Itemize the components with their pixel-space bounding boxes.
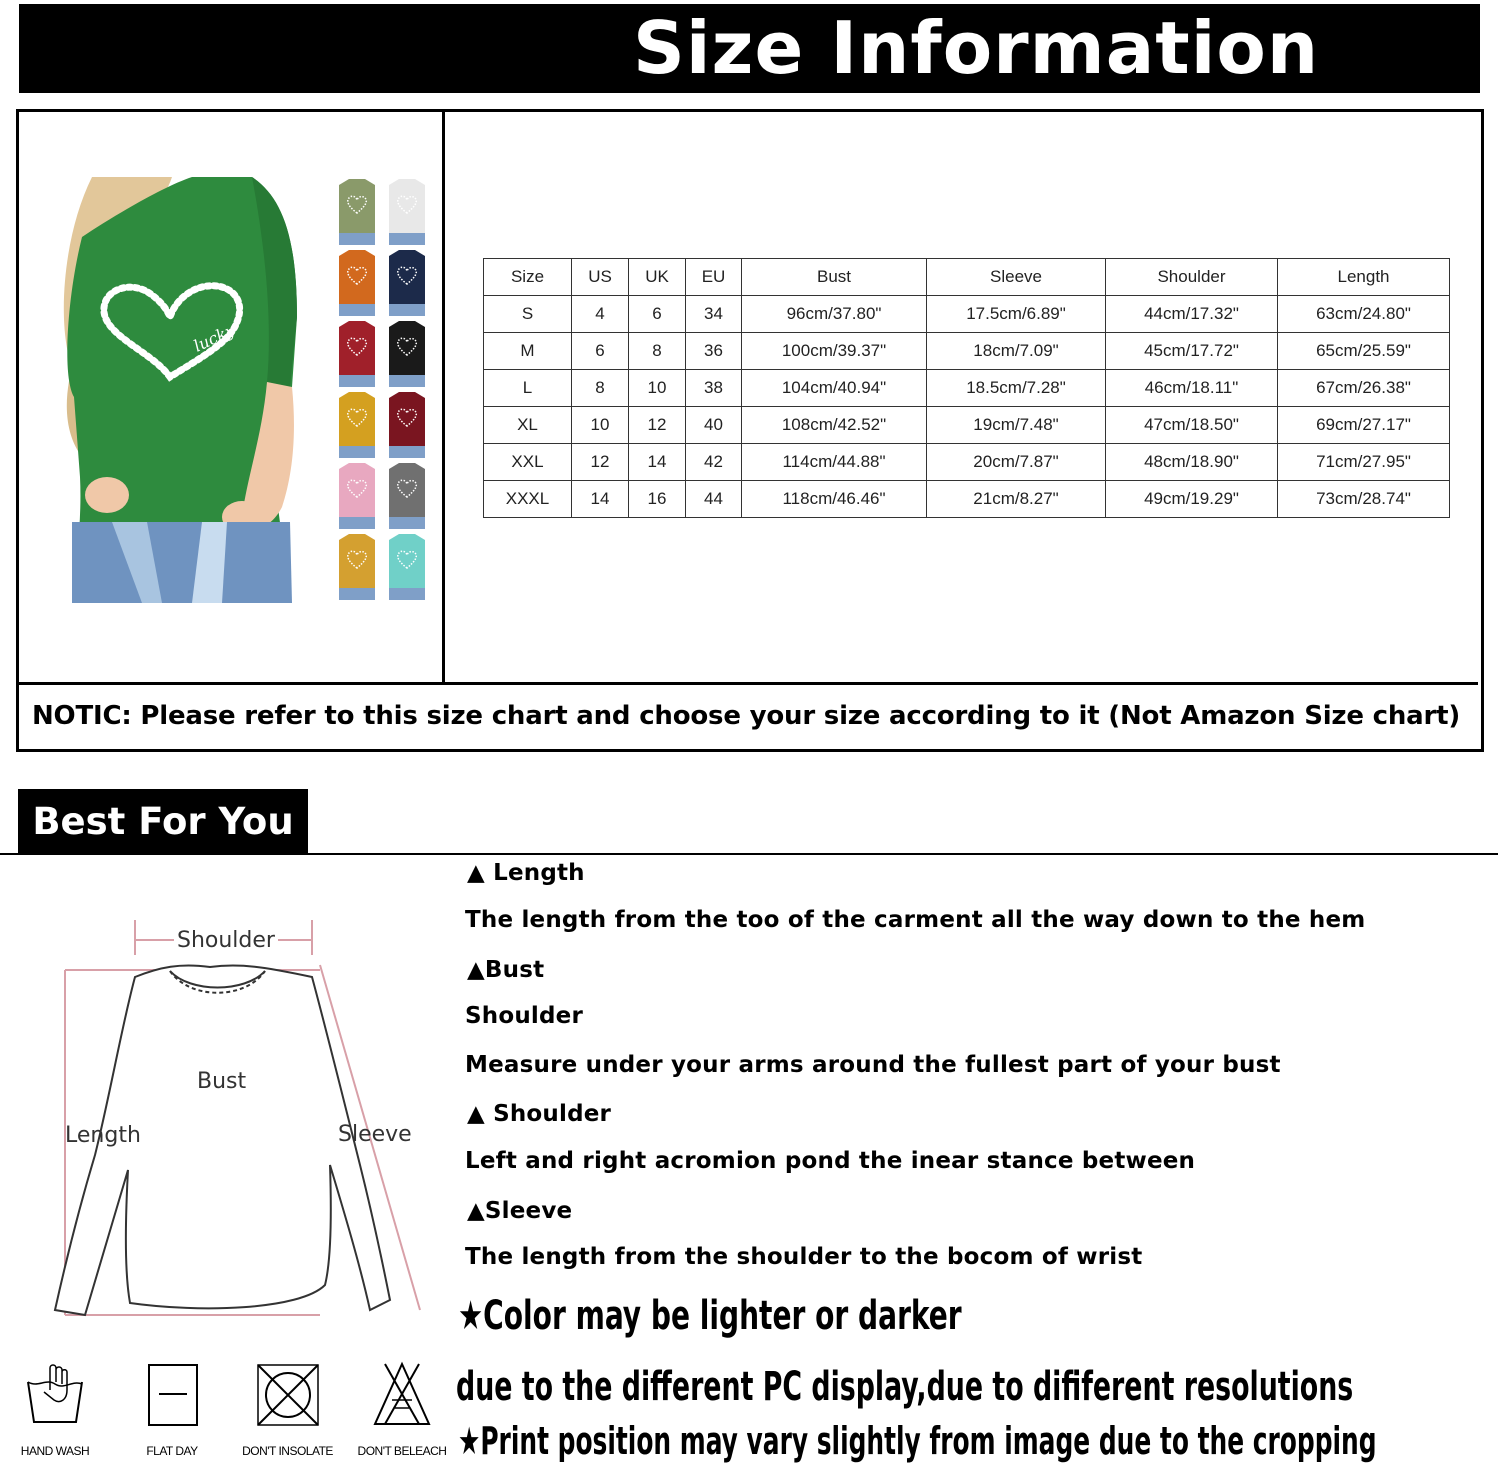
note-shoulder-desc: Left and right acromion pond the inear stance between	[465, 1148, 1196, 1174]
table-cell: XXL	[484, 444, 572, 481]
color-swatch	[389, 463, 425, 529]
table-row	[484, 444, 1450, 481]
column-header-eu: EU	[686, 259, 742, 296]
table-row	[484, 370, 1450, 407]
table-cell: 42	[686, 444, 742, 481]
table-cell: 108cm/42.52"	[742, 407, 927, 444]
dont-bleach-icon	[367, 1360, 437, 1430]
table-cell: 8	[572, 370, 629, 407]
diagram-label-bust: Bust	[194, 1069, 249, 1094]
color-swatch	[389, 179, 425, 245]
table-cell: 100cm/39.37"	[742, 333, 927, 370]
table-cell: 96cm/37.80"	[742, 296, 927, 333]
note-sleeve-heading: ▲Sleeve	[467, 1198, 573, 1224]
color-swatch	[389, 321, 425, 387]
table-cell: 8	[629, 333, 686, 370]
display-note: due to the different PC display,due to dififerent resolutions	[456, 1364, 1354, 1410]
table-row	[484, 296, 1450, 333]
column-header-us: US	[572, 259, 629, 296]
color-swatch	[339, 321, 375, 387]
table-cell: 65cm/25.59"	[1278, 333, 1450, 370]
column-header-length: Length	[1278, 259, 1450, 296]
size-table	[483, 258, 1450, 518]
page-title: Size Information	[633, 6, 1320, 90]
best-for-you-title: Best For You	[32, 800, 294, 843]
care-label-hand-wash: HAND WASH	[20, 1444, 90, 1458]
color-swatch	[389, 534, 425, 600]
table-cell: 69cm/27.17"	[1278, 407, 1450, 444]
table-cell: 18.5cm/7.28"	[927, 370, 1106, 407]
table-cell: XXXL	[484, 481, 572, 518]
table-row	[484, 481, 1450, 518]
care-label-dont-bleach: DON'T BELEACH	[357, 1444, 447, 1458]
table-cell: 38	[686, 370, 742, 407]
column-header-sleeve: Sleeve	[927, 259, 1106, 296]
diagram-label-length: Length	[65, 1123, 141, 1148]
table-cell: 47cm/18.50"	[1106, 407, 1278, 444]
table-cell: 45cm/17.72"	[1106, 333, 1278, 370]
table-cell: 40	[686, 407, 742, 444]
table-cell: 14	[629, 444, 686, 481]
table-cell: 10	[572, 407, 629, 444]
column-header-bust: Bust	[742, 259, 927, 296]
table-cell: 18cm/7.09"	[927, 333, 1106, 370]
table-cell: 73cm/28.74"	[1278, 481, 1450, 518]
note-bust-desc: Measure under your arms around the fullest part of your bust	[465, 1052, 1281, 1078]
table-cell: 71cm/27.95"	[1278, 444, 1450, 481]
note-sleeve-desc: The length from the shoulder to the bocom of wrist	[465, 1244, 1143, 1270]
table-cell: 44cm/17.32"	[1106, 296, 1278, 333]
table-cell: 34	[686, 296, 742, 333]
svg-text:lucky: lucky	[190, 320, 238, 356]
dont-insolate-icon	[253, 1360, 323, 1430]
note-bust-heading: ▲Bust	[467, 957, 545, 983]
size-notice: NOTIC: Please refer to this size chart and choose your size according to it (Not Amazon Size chart)	[32, 701, 1461, 731]
table-cell: 4	[572, 296, 629, 333]
table-cell: 46cm/18.11"	[1106, 370, 1278, 407]
table-cell: M	[484, 333, 572, 370]
frame-divider-horizontal	[19, 682, 1478, 685]
table-cell: 36	[686, 333, 742, 370]
color-swatch	[339, 463, 375, 529]
product-model-image	[52, 177, 297, 603]
table-cell: 6	[572, 333, 629, 370]
frame-divider-vertical	[442, 112, 445, 683]
color-swatch	[339, 250, 375, 316]
flat-dry-icon	[137, 1360, 207, 1430]
color-swatch	[339, 534, 375, 600]
color-swatch	[339, 392, 375, 458]
care-label-dont-insolate: DON'T INSOLATE	[242, 1444, 333, 1458]
table-cell: XL	[484, 407, 572, 444]
diagram-label-shoulder: Shoulder	[174, 928, 278, 953]
table-cell: 104cm/40.94"	[742, 370, 927, 407]
color-swatch	[389, 250, 425, 316]
diagram-label-sleeve: Sleeve	[338, 1122, 412, 1147]
color-note: ★Color may be lighter or darker	[458, 1293, 962, 1339]
table-cell: 19cm/7.48"	[927, 407, 1106, 444]
table-cell: 16	[629, 481, 686, 518]
table-cell: L	[484, 370, 572, 407]
table-cell: 44	[686, 481, 742, 518]
table-cell: 12	[572, 444, 629, 481]
note-length-heading: ▲ Length	[467, 860, 585, 886]
column-header-shoulder: Shoulder	[1106, 259, 1278, 296]
color-swatches	[335, 177, 430, 603]
table-cell: 10	[629, 370, 686, 407]
section-rule	[0, 853, 1498, 855]
color-swatch	[339, 179, 375, 245]
note-shoulder-heading: ▲ Shoulder	[467, 1101, 612, 1127]
color-swatch	[389, 392, 425, 458]
care-label-flat-dry: FLAT DAY	[146, 1444, 198, 1458]
note-length-desc: The length from the too of the carment all the way down to the hem	[465, 907, 1366, 933]
table-cell: 6	[629, 296, 686, 333]
hand-wash-icon	[20, 1360, 90, 1430]
table-cell: 67cm/26.38"	[1278, 370, 1450, 407]
table-cell: 118cm/46.46"	[742, 481, 927, 518]
table-cell: 49cm/19.29"	[1106, 481, 1278, 518]
table-cell: 21cm/8.27"	[927, 481, 1106, 518]
table-cell: S	[484, 296, 572, 333]
measurement-diagram	[40, 905, 440, 1325]
table-cell: 63cm/24.80"	[1278, 296, 1450, 333]
table-cell: 48cm/18.90"	[1106, 444, 1278, 481]
print-note: ★Print position may vary slightly from image due to the cropping	[458, 1419, 1377, 1463]
note-bust-sub: Shoulder	[465, 1003, 584, 1029]
column-header-uk: UK	[629, 259, 686, 296]
table-row	[484, 407, 1450, 444]
size-table-header	[484, 259, 1450, 296]
table-cell: 114cm/44.88"	[742, 444, 927, 481]
column-header-size: Size	[484, 259, 572, 296]
table-cell: 12	[629, 407, 686, 444]
table-cell: 20cm/7.87"	[927, 444, 1106, 481]
table-row	[484, 333, 1450, 370]
table-cell: 17.5cm/6.89"	[927, 296, 1106, 333]
table-cell: 14	[572, 481, 629, 518]
